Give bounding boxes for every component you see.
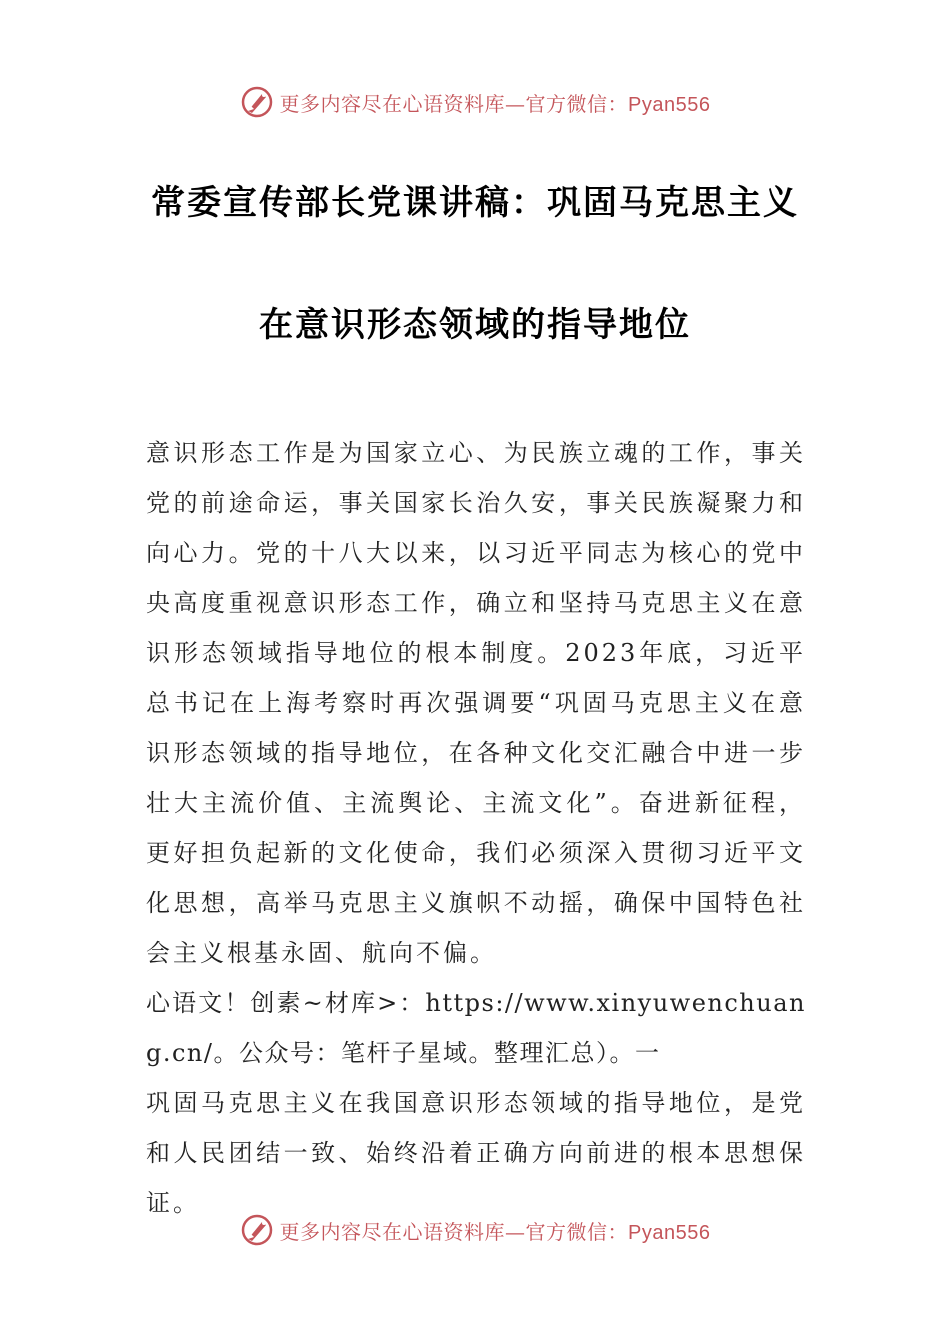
pen-logo-icon [240,1213,274,1247]
title-line-2: 在意识形态领域的指导地位 [259,305,691,345]
paragraph-intro: 意识形态工作是为国家立心、为民族立魂的工作，事关党的前途命运，事关国家长治久安，事关民族凝聚力和向心力。党的十八大以来，以习近平同志为核心的党中央高度重视意识形态工作，确立和坚持马克思主义在意识形态领域指导地位的根本制度。2023年底，习近平总书记在上海考察时再次强调要“巩固马克思主义在意识形态领域的指导地位，在各种文化交汇融合中进一步壮大主流价值、主流舆论、主流文化”。奋进新征程，更好担负起新的文化使命，我们必须深入贯彻习近平文化思想，高举马克思主义旗帜不动摇，确保中国特色社会主义根基永固、航向不偏。 [146,439,806,967]
header-banner-label: 更多内容尽在心语资料库—官方微信： [279,91,629,116]
paragraph-source-note: 心语文！创素~材库>：https://www.xinyuwenchuang.cn/。公众号：笔杆子星域。整理汇总）。一 [146,989,806,1067]
paragraph-section-one: 巩固马克思主义在我国意识形态领域的指导地位，是党和人民团结一致、始终沿着正确方向前进的根本思想保证。 [146,1089,806,1217]
header-banner [0,82,950,122]
footer-wechat-id: Pyan556 [628,1221,711,1244]
title-line-1: 常委宣传部长党课讲稿：巩固马克思主义 [151,183,799,223]
pen-logo-icon [240,85,274,119]
header-wechat-id: Pyan556 [628,93,711,116]
document-body [146,428,806,1228]
footer-banner [0,1210,950,1250]
header-banner-text [280,88,711,117]
footer-banner-text [280,1216,711,1245]
footer-banner-label: 更多内容尽在心语资料库—官方微信： [279,1219,629,1244]
